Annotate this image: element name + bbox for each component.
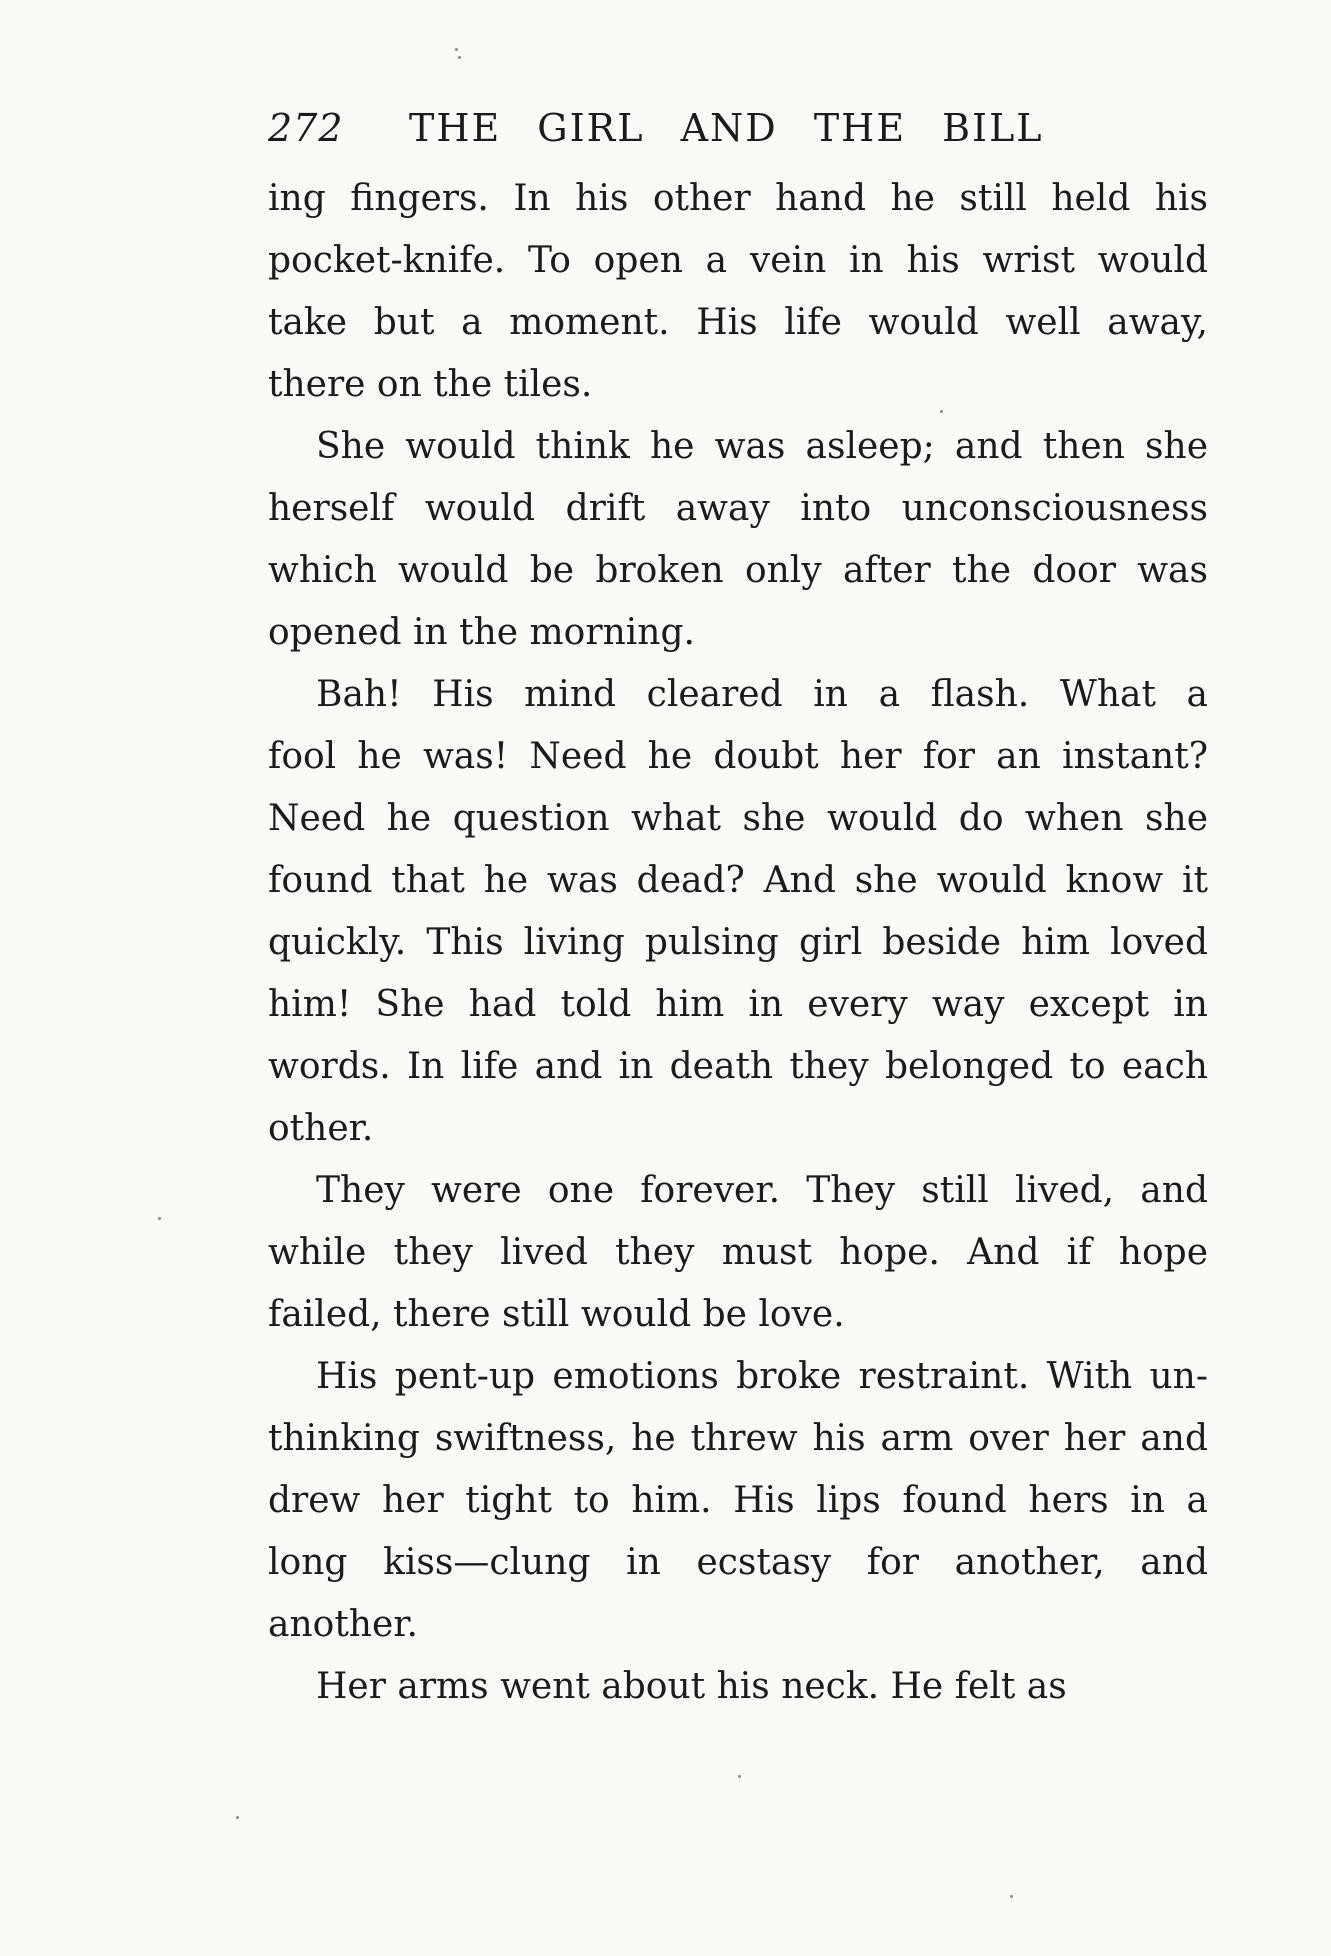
text-line: take but a moment. His life would well away, [268,302,1208,343]
paper-speck [236,1816,239,1819]
text-line: found that he was dead? And she would know it [268,860,1208,901]
text-line: while they lived they must hope. And if hope [268,1232,1208,1273]
text-line: quickly. This living pulsing girl beside him loved [268,922,1208,963]
text-line: They were one forever. They still lived, and [316,1170,1208,1211]
page-header [268,106,1208,166]
paper-speck [738,1775,741,1778]
text-line: failed, there still would be love. [268,1294,845,1335]
text-line: him! She had told him in every way except in [268,984,1208,1025]
text-line: fool he was! Need he doubt her for an instant? [268,736,1208,777]
text-line: Bah! His mind cleared in a flash. What a [316,674,1208,715]
text-line: which would be broken only after the door was [268,550,1208,591]
text-line: opened in the morning. [268,612,695,653]
text-line: She would think he was asleep; and then she [316,426,1208,467]
page-number: 272 [268,106,344,150]
text-line: other. [268,1108,374,1149]
text-line: long kiss—clung in ecstasy for another, and [268,1542,1208,1583]
paper-speck [1010,1895,1013,1898]
text-line: words. In life and in death they belonged to each [268,1046,1208,1087]
paper-speck [458,56,461,59]
text-line: there on the tiles. [268,364,593,405]
text-line: thinking swiftness, he threw his arm over her and [268,1418,1208,1459]
text-line: herself would drift away into unconsciousness [268,488,1208,529]
text-line: another. [268,1604,418,1645]
text-line: drew her tight to him. His lips found hers in a [268,1480,1208,1521]
running-head: THE GIRL AND THE BILL [409,106,1044,150]
text-line: pocket-knife. To open a vein in his wrist would [268,240,1208,281]
paper-speck [940,410,943,413]
paper-speck [158,1217,161,1220]
text-line: His pent-up emotions broke restraint. With un- [316,1356,1208,1397]
text-line: ing fingers. In his other hand he still held his [268,178,1208,219]
body-text [268,168,1208,1718]
text-line: Need he question what she would do when she [268,798,1208,839]
paper-speck [455,48,458,51]
text-line: Her arms went about his neck. He felt as [316,1666,1067,1707]
